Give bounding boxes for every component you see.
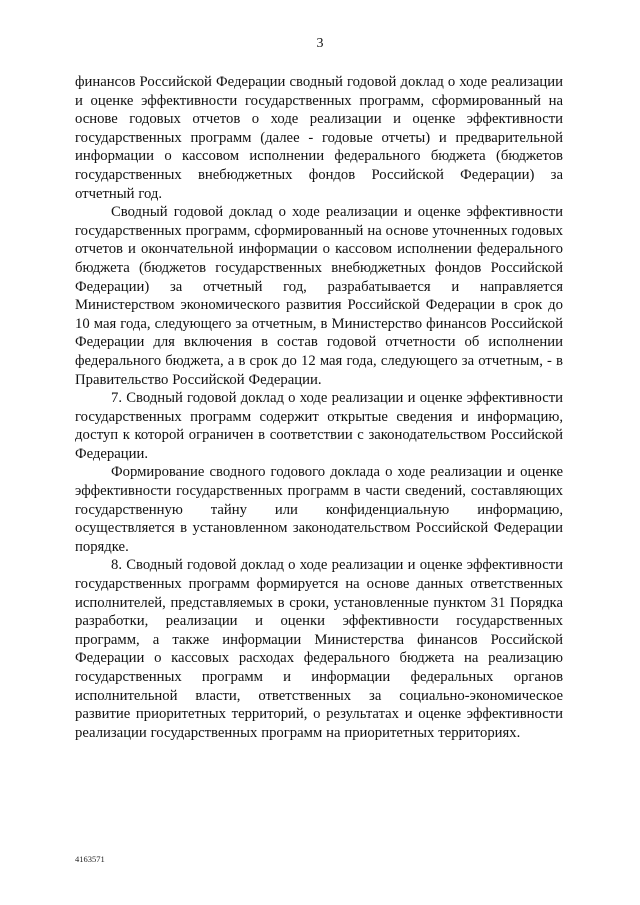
document-id: 4163571 [75,854,105,864]
paragraph-classified-info: Формирование сводного годового доклада о ходе реализации и оценке эффективности государственных программ в части сведений, составляющих государственную тайну или конфиденциальную информацию, осуществляется в установленном законодательством Российской Федерации порядке. [75,464,563,555]
paragraph-item-8: 8. Сводный годовой доклад о ходе реализации и оценке эффективности государственных программ формируется на основе данных ответственных исполнителей, представляемых в сроки, установленные пунктом 31 Порядка разработки, реализации и оценки эффективности государственных программ, а также информации Министерства финансов Российской Федерации о кассовых расходах федерального бюджета на реализацию государственных программ и информации федеральных органов исполнительной власти, ответственных за социально-экономическое развитие приоритетных территорий, о результатах и оценке эффективности реализации государственных программ на приоритетных территориях. [75,557,563,741]
document-body [75,73,563,742]
paragraph-consolidated-report: Сводный годовой доклад о ходе реализации и оценке эффективности государственных программ, сформированный на основе уточненных годовых отчетов и окончательной информации о кассовом исполнении федерального бюджета (бюджетов государственных внебюджетных фондов Российской Федерации) за отчетный год, разрабатывается и направляется Министерством экономического развития Российской Федерации в срок до 10 мая года, следующего за отчетным, в Министерство финансов Российской Федерации для включения в состав годовой отчетности об исполнении федерального бюджета, а в срок до 12 мая года, следующего за отчетным, - в Правительство Российской Федерации. [75,204,563,388]
paragraph-item-7: 7. Сводный годовой доклад о ходе реализации и оценке эффективности государственных программ содержит открытые сведения и информацию, доступ к которой ограничен в соответствии с законодательством Российской Федерации. [75,390,563,462]
page-number: 3 [316,36,324,51]
paragraph-continuation: финансов Российской Федерации сводный годовой доклад о ходе реализации и оценке эффективности государственных программ, сформированный на основе годовых отчетов о ходе реализации и оценке эффективности государственных программ (далее - годовые отчеты) и предварительной информации о кассовом исполнении федерального бюджета (бюджетов государственных внебюджетных фондов Российской Федерации) за отчетный год. [75,74,563,202]
